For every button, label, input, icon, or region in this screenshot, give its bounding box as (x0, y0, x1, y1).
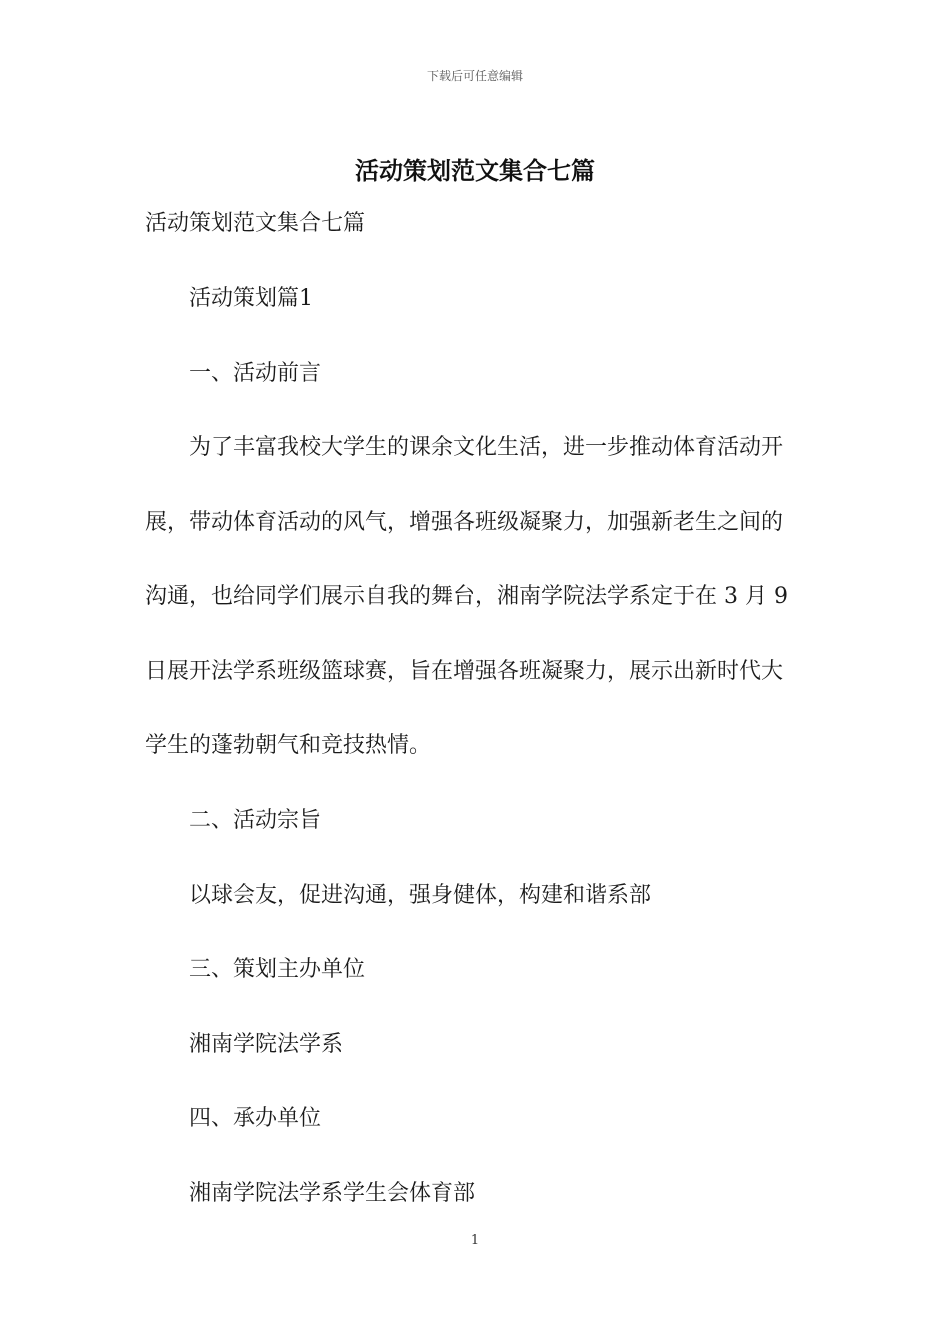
page-number: 1 (470, 1233, 480, 1248)
heading-host: 四、承办单位 (189, 1106, 322, 1131)
paragraph-purpose: 以球会友，促进沟通，强身健体，构建和谐系部 (189, 883, 652, 908)
heading-purpose: 二、活动宗旨 (189, 808, 322, 833)
paragraph-host: 湘南学院法学系学生会体育部 (189, 1181, 476, 1206)
paragraph-preface-line: 沟通，也给同学们展示自我的舞台，湘南学院法学系定于在 3 月 9 (145, 584, 788, 609)
section-title: 活动策划篇1 (189, 286, 313, 311)
paragraph-organizer: 湘南学院法学系 (189, 1032, 344, 1057)
document-title: 活动策划范文集合七篇 (355, 156, 595, 185)
page-header-note: 下载后可任意编辑 (426, 69, 523, 83)
heading-organizer: 三、策划主办单位 (189, 957, 366, 982)
document-subtitle: 活动策划范文集合七篇 (145, 211, 366, 236)
paragraph-preface-line: 学生的蓬勃朝气和竞技热情。 (145, 733, 432, 758)
heading-preface: 一、活动前言 (189, 361, 322, 386)
paragraph-preface-line: 展，带动体育活动的风气，增强各班级凝聚力，加强新老生之间的 (145, 510, 784, 535)
paragraph-preface-line: 日展开法学系班级篮球赛，旨在增强各班凝聚力，展示出新时代大 (145, 659, 784, 684)
paragraph-preface-line: 为了丰富我校大学生的课余文化生活，进一步推动体育活动开 (189, 435, 784, 460)
